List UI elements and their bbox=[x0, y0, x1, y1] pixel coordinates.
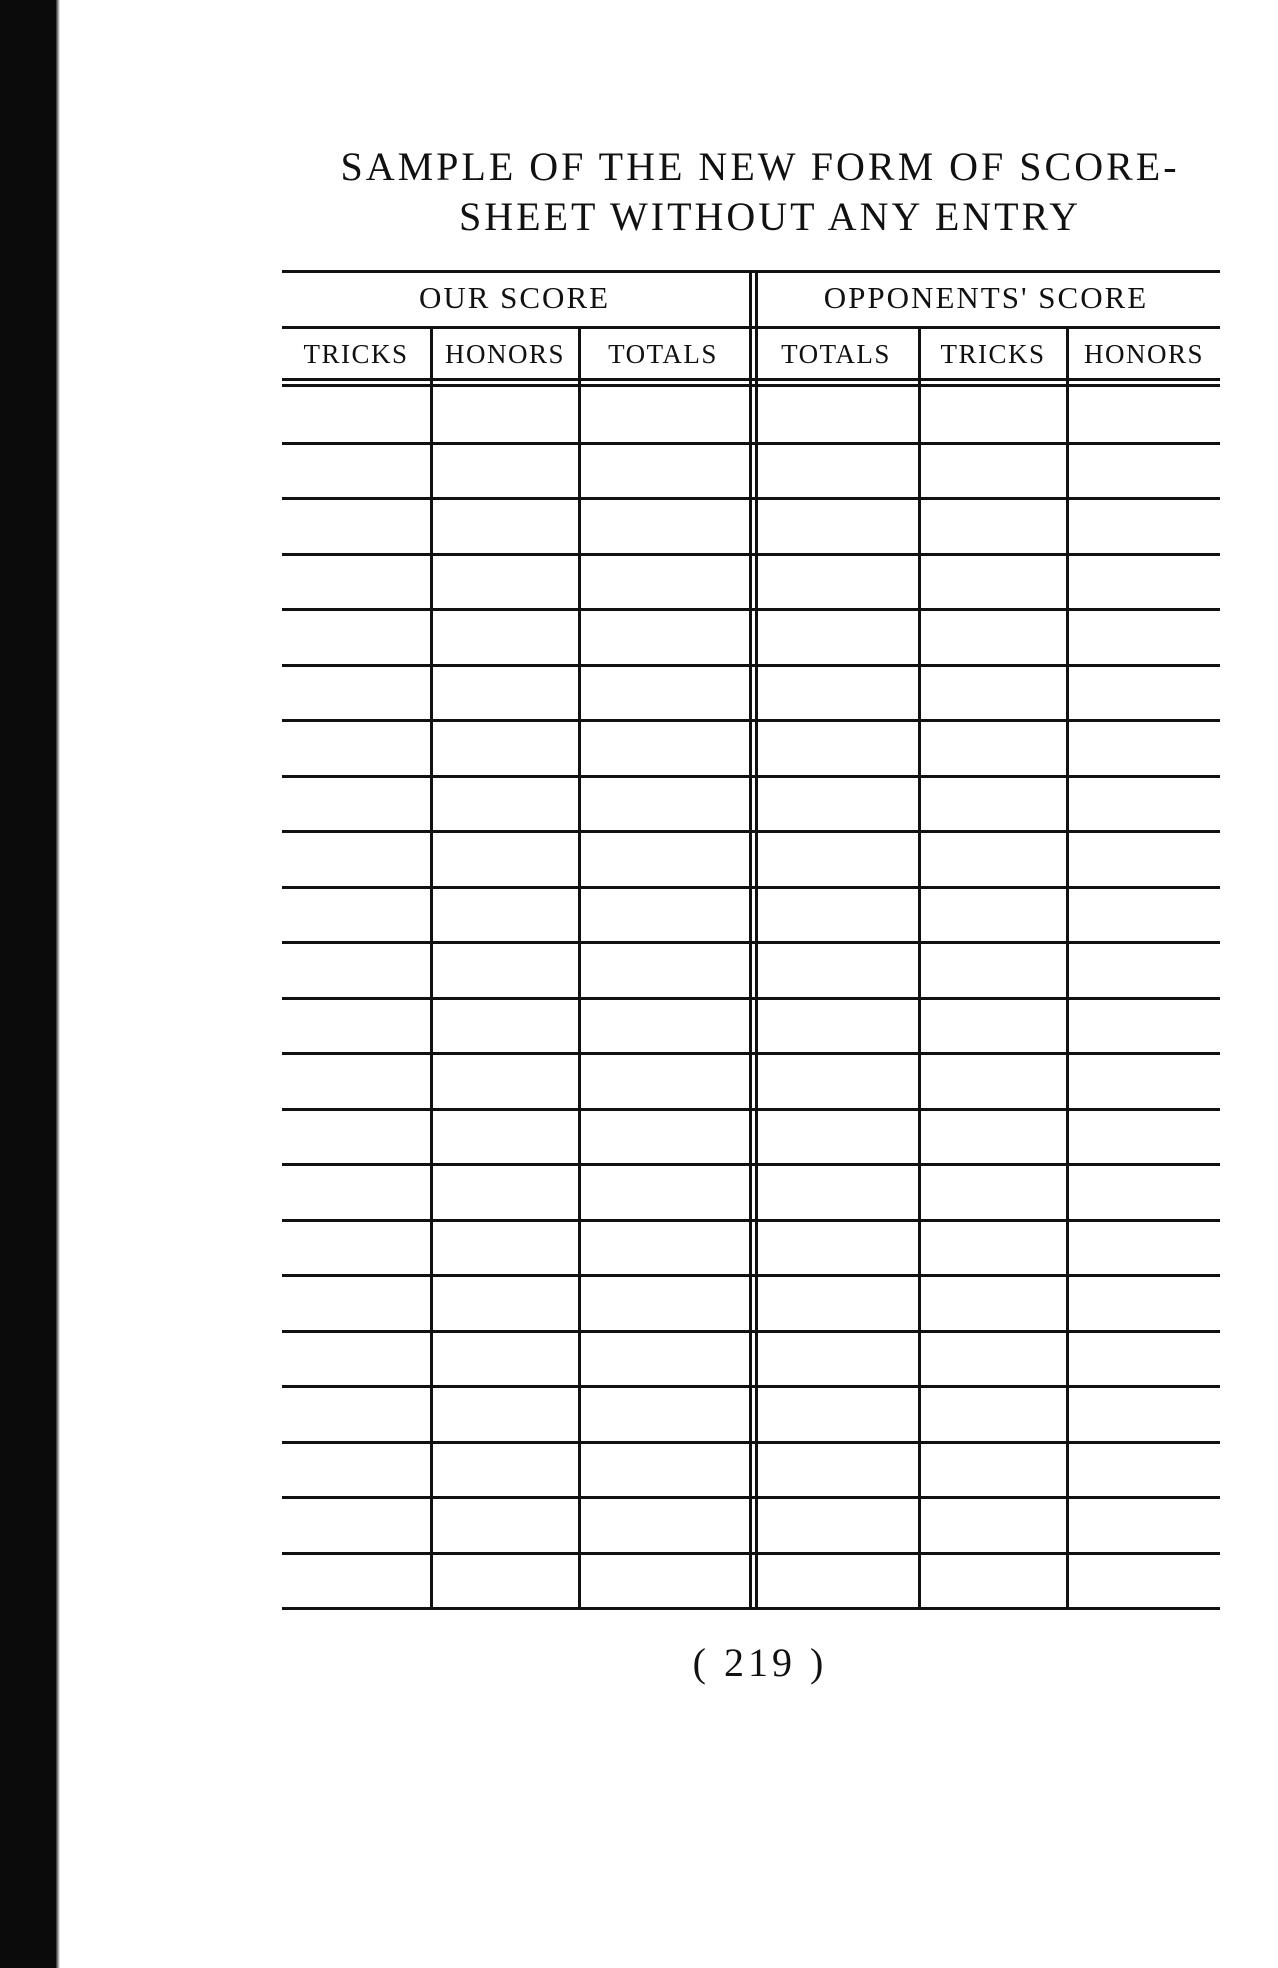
column-header-our-totals: TOTALS bbox=[608, 339, 718, 369]
group-label-our-score: OUR SCORE bbox=[418, 280, 611, 315]
column-divider bbox=[578, 326, 581, 1607]
column-divider bbox=[430, 326, 433, 1607]
column-header-opponents-honors: HONORS bbox=[1083, 339, 1205, 369]
sheet-title-line-2: SHEET WITHOUT ANY ENTRY bbox=[459, 194, 1081, 239]
score-sheet-table bbox=[282, 266, 1220, 1618]
book-binding-edge bbox=[0, 0, 56, 1968]
center-divider bbox=[749, 270, 752, 1607]
column-divider bbox=[918, 326, 921, 1607]
group-label-opponents-score: OPPONENTS' SCORE bbox=[823, 280, 1149, 315]
center-divider-double bbox=[755, 270, 758, 1607]
column-divider bbox=[1066, 326, 1069, 1607]
column-header-opponents-totals: TOTALS bbox=[781, 339, 891, 369]
row-rule bbox=[282, 1607, 1220, 1610]
page-number: ( 219 ) bbox=[692, 1640, 828, 1685]
column-header-our-honors: HONORS bbox=[444, 339, 566, 369]
sheet-title-line-1: SAMPLE OF THE NEW FORM OF SCORE- bbox=[340, 144, 1180, 189]
column-header-our-tricks: TRICKS bbox=[303, 339, 409, 369]
column-header-opponents-tricks: TRICKS bbox=[940, 339, 1046, 369]
